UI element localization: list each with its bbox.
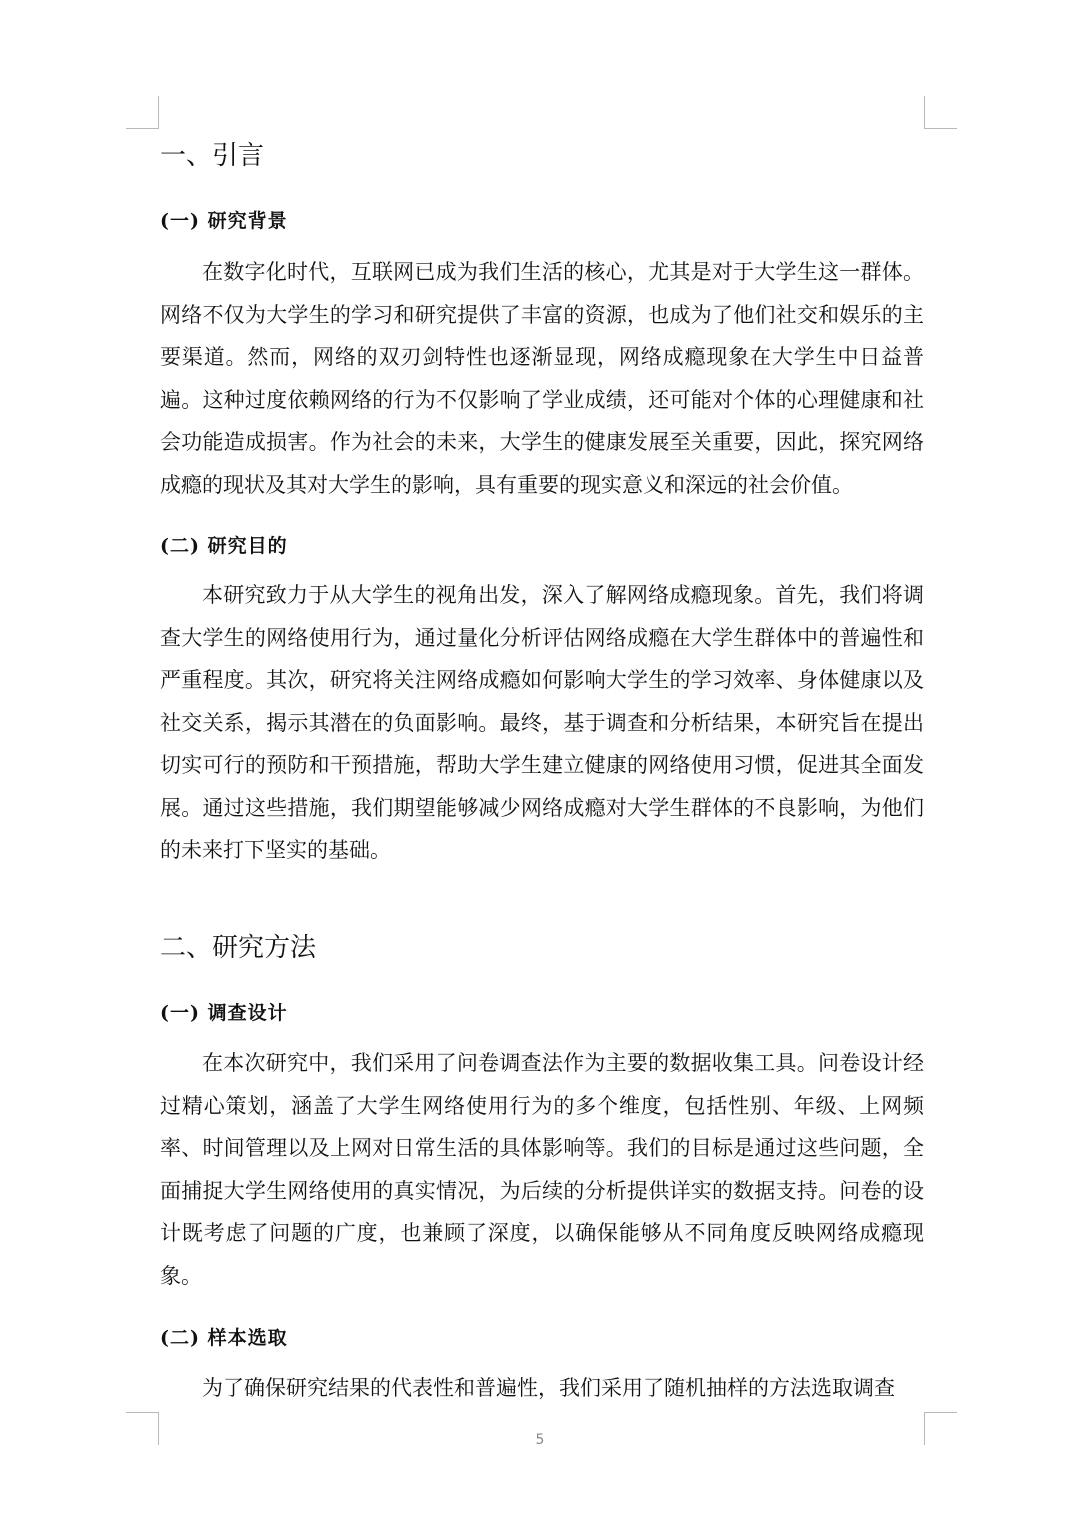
paragraph-survey-design: 在本次研究中，我们采用了问卷调查法作为主要的数据收集工具。问卷设计经过精心策划，涵盖了大学生网络使用行为的多个维度，包括性别、年级、上网频率、时间管理以及上网对日常生活的具体影响等。我们的目标是通过这些问题，全面捕捉大学生网络使用的真实情况，为后续的分析提供详实的数据支持。问卷的设计既考虑了问题的广度，也兼顾了深度，以确保能够从不同角度反映网络成瘾现象。 xyxy=(160,1051,924,1288)
section-heading-methods: 二、研究方法 xyxy=(160,933,317,963)
paragraph-sampling: 为了确保研究结果的代表性和普遍性，我们采用了随机抽样的方法选取调查 xyxy=(202,1376,895,1400)
page-number: 5 xyxy=(535,1432,545,1448)
subsection-heading-survey-design: (一) 调查设计 xyxy=(160,1002,288,1024)
page-corner-mark-top-left xyxy=(126,96,159,129)
section-heading-introduction: 一、引言 xyxy=(160,141,265,171)
paragraph-background: 在数字化时代，互联网已成为我们生活的核心，尤其是对于大学生这一群体。网络不仅为大学生的学习和研究提供了丰富的资源，也成为了他们社交和娱乐的主要渠道。然而，网络的双刃剑特性也逐渐显现，网络成瘾现象在大学生中日益普遍。这种过度依赖网络的行为不仅影响了学业成绩，还可能对个体的心理健康和社会功能造成损害。作为社会的未来，大学生的健康发展至关重要，因此，探究网络成瘾的现状及其对大学生的影响，具有重要的现实意义和深远的社会价值。 xyxy=(160,260,924,497)
subsection-heading-background: (一) 研究背景 xyxy=(160,210,288,232)
subsection-heading-purpose: (二) 研究目的 xyxy=(160,535,288,557)
paragraph-purpose: 本研究致力于从大学生的视角出发，深入了解网络成瘾现象。首先，我们将调查大学生的网络使用行为，通过量化分析评估网络成瘾在大学生群体中的普遍性和严重程度。其次，研究将关注网络成瘾如何影响大学生的学习效率、身体健康以及社交关系，揭示其潜在的负面影响。最终，基于调查和分析结果，本研究旨在提出切实可行的预防和干预措施，帮助大学生建立健康的网络使用习惯，促进其全面发展。通过这些措施，我们期望能够减少网络成瘾对大学生群体的不良影响，为他们的未来打下坚实的基础。 xyxy=(160,583,924,862)
page-corner-mark-top-right xyxy=(924,96,957,129)
subsection-heading-sampling: (二) 样本选取 xyxy=(160,1327,288,1349)
